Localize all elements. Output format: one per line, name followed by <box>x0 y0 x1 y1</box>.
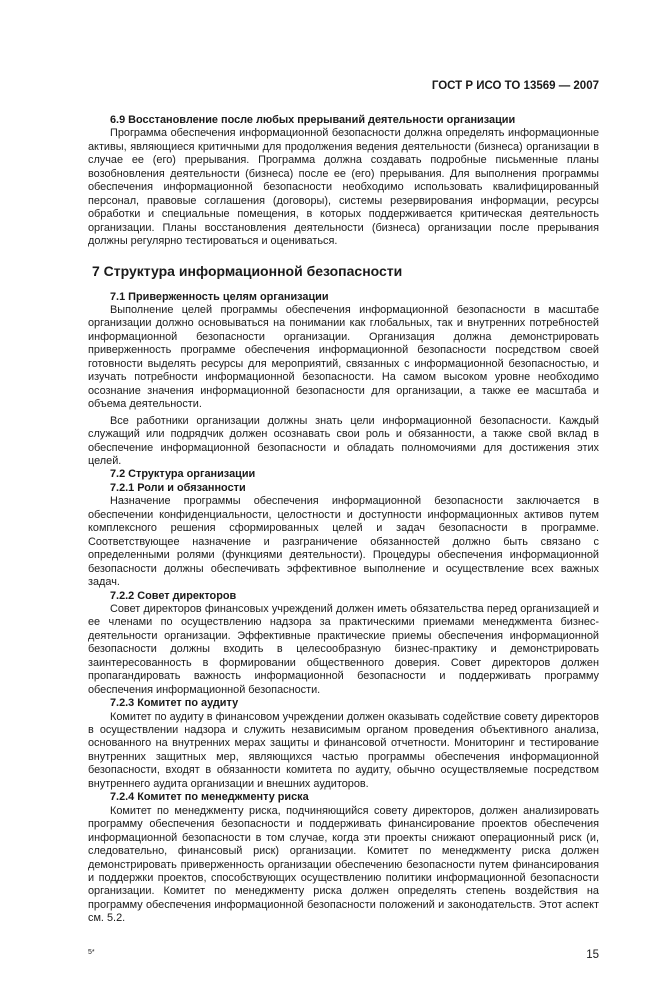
document-header: ГОСТ Р ИСО ТО 13569 — 2007 <box>431 80 599 92</box>
section-7-2-4 <box>88 791 599 926</box>
section-7-2 <box>88 468 599 481</box>
paragraph: Все работники организации должны знать цели информационной безопасности. Каждый служащий или подрядчик должен осознавать свои роль и обязанности, а также свой вклад в обеспечение информационной безопасности и обладать полномочиями для достижения этих целей. <box>88 414 599 467</box>
section-7-2-2 <box>88 590 599 698</box>
section-6-9 <box>88 114 599 249</box>
paragraph: Выполнение целей программы обеспечения информационной безопасности в масштабе организации должно основываться на понимании как глобальных, так и внутренних потребностей информационной безопасности организации. Организация должна демонстрировать приверженность программе обеспечения информационной безопасности посредством своей готовности выделять ресурсы для мероприятий, связанных с информационной безопасностью, и изучать потребности информационной безопасности. На самом высоком уровне необходимо осознание значения информационной безопасности для организации, а также ее масштаба и объема деятельности. <box>88 303 599 411</box>
paragraph: Комитет по аудиту в финансовом учреждении должен оказывать содействие совету директоров в осуществлении надзора и служить независимым органом проведения объективного анализа, основанного на внутренних мерах защиты и финансовой отчетности. Мониторинг и тестирование внутренних защитных мер, являющихся частью программы обеспечения информационной безопасности, входят в обязанности комитета по аудиту, обычно осуществляемые посредством внутреннего аудита организации и внешних аудиторов. <box>88 710 599 790</box>
section-7-1 <box>88 291 599 469</box>
paragraph: Совет директоров финансовых учреждений должен иметь обязательства перед организацией и ее членами по осуществлению надзора за практическими приемами менеджмента бизнес-деятельности организации. Эффективные практические приемы обеспечения информационной безопасности должны входить в целесообразную бизнес-практику и демонстрировать заинтересованность в формировании общественного доверия. Совет директоров должен пропагандировать важность информационной безопасности и поддерживать программу обеспечения информационной безопасности. <box>88 602 599 696</box>
paragraph: Комитет по менеджменту риска, подчиняющийся совету директоров, должен анализировать программу обеспечения безопасности и поддерживать финансирование проектов обеспечения информационной безопасности в том случае, когда эти проекты снижают операционный риск (и, следовательно, финансовый риск) организации. Комитет по менеджменту риска должен демонстрировать приверженность организации обеспечению безопасности путем финансирования и поддержки проектов, способствующих осуществлению политики информационной безопасности организации. Комитет по менеджменту риска должен определять степень воздействия на программу обеспечения информационной безопасности положений и законодательств. Этот аспект см. 5.2. <box>88 804 599 925</box>
section-heading: 7.2.1 Роли и обязанности <box>110 481 246 494</box>
paragraph: Программа обеспечения информационной безопасности должна определять информационные активы, являющиеся критичными для продолжения ведения деятельности (бизнеса) организации в случае ее (его) прерывания. Программа должна создавать подробные письменные планы возобновления деятельности (бизнеса) после ее (его) прерывания. Для выполнения программы обеспечения информационной безопасности необходимо использовать квалифицированный персонал, правовые соглашения (договоры), системы резервирования информации, ресурсы обработки и специальные помещения, в которых поддерживается критическая деятельность организации. Планы восстановления деятельности (бизнеса) организации после прерывания должны регулярно тестироваться и оцениваться. <box>88 127 599 248</box>
section-heading: 7.1 Приверженность целям организации <box>110 290 329 303</box>
section-heading: 6.9 Восстановление после любых прерываний деятельности организации <box>110 114 516 126</box>
page-footer <box>88 948 599 962</box>
section-heading: 7.2.4 Комитет по менеджменту риска <box>110 791 309 804</box>
section-7-2-3 <box>88 697 599 791</box>
paragraph: Назначение программы обеспечения информационной безопасности заключается в обеспечении конфиденциальности, целостности и доступности информационных активов путем комплексного решения сформированных целей и задач безопасности в программе. Соответствующее назначение и разграничение обязанностей должно быть связано с определенными ролями (функциями деятельности). Процедуры обеспечения информационной безопасности должны обеспечивать эффективное выполнение и осуществление всех важных задач. <box>88 495 599 589</box>
page-number: 15 <box>586 948 599 961</box>
section-heading: 7.2 Структура организации <box>110 468 256 481</box>
document-body <box>88 114 599 926</box>
section-heading: 7.2.2 Совет директоров <box>110 589 237 602</box>
section-7-2-1 <box>88 482 599 590</box>
sheet-mark: 5* <box>88 948 95 956</box>
section-heading: 7.2.3 Комитет по аудиту <box>110 697 239 710</box>
chapter-heading: 7 Структура информационной безопасности <box>92 262 403 279</box>
